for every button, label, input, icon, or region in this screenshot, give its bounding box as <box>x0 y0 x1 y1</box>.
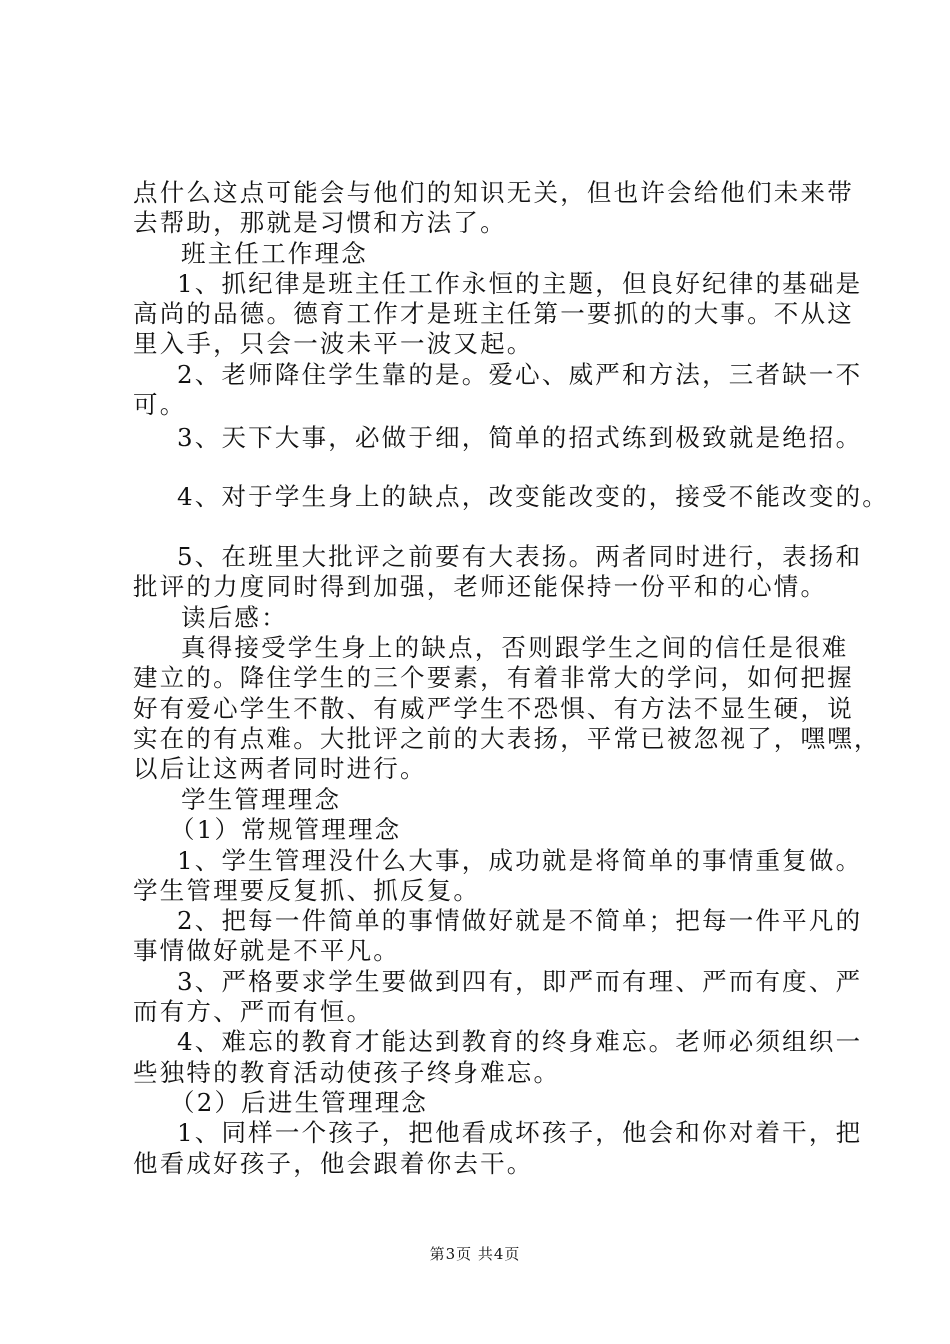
text-line: 事情做好就是不平凡。 <box>133 936 400 965</box>
text-line: 批评的力度同时得到加强，老师还能保持一份平和的心情。 <box>133 572 828 601</box>
text-line: 建立的。降住学生的三个要素，有着非常大的学问，如何把握 <box>133 663 854 692</box>
text-line: 去帮助，那就是习惯和方法了。 <box>133 208 507 237</box>
text-line: 实在的有点难。大批评之前的大表扬，平常已被忽视了，嘿嘿， <box>133 724 881 753</box>
text-line: 好有爱心学生不散、有威严学生不恐惧、有方法不显生硬，说 <box>133 694 854 723</box>
text-line: 4、难忘的教育才能达到教育的终身难忘。老师必须组织一 <box>177 1027 863 1056</box>
text-line: 他看成好孩子，他会跟着你去干。 <box>133 1149 534 1178</box>
text-line: 5、在班里大批评之前要有大表扬。两者同时进行，表扬和 <box>177 542 863 571</box>
section-heading: 学生管理理念 <box>181 785 342 814</box>
text-line: 些独特的教育活动使孩子终身难忘。 <box>133 1058 561 1087</box>
text-line: 真得接受学生身上的缺点，否则跟学生之间的信任是很难 <box>181 633 849 662</box>
page-number: 第3页 共4页 <box>429 1245 521 1263</box>
text-line: 高尚的品德。德育工作才是班主任第一要抓的的大事。不从这 <box>133 299 854 328</box>
text-line: 4、对于学生身上的缺点，改变能改变的，接受不能改变的。 <box>177 482 889 511</box>
text-line: 可。 <box>133 390 187 419</box>
text-line: 3、严格要求学生要做到四有，即严而有理、严而有度、严 <box>177 967 863 996</box>
text-line: 而有方、严而有恒。 <box>133 997 374 1026</box>
text-line: 3、天下大事，必做于细，简单的招式练到极致就是绝招。 <box>177 423 863 452</box>
text-line: 2、老师降住学生靠的是。爱心、威严和方法，三者缺一不 <box>177 360 863 389</box>
subsection-heading: （2）后进生管理理念 <box>170 1088 429 1117</box>
section-heading: 班主任工作理念 <box>181 239 368 268</box>
text-line: 1、学生管理没什么大事，成功就是将简单的事情重复做。 <box>177 846 863 875</box>
section-heading: 读后感： <box>181 603 288 632</box>
text-line: 2、把每一件简单的事情做好就是不简单；把每一件平凡的 <box>177 906 863 935</box>
subsection-heading: （1）常规管理理念 <box>170 815 402 844</box>
text-line: 1、同样一个孩子，把他看成坏孩子，他会和你对着干，把 <box>177 1118 863 1147</box>
text-line: 学生管理要反复抓、抓反复。 <box>133 876 481 905</box>
text-line: 里入手，只会一波未平一波又起。 <box>133 329 534 358</box>
text-line: 1、抓纪律是班主任工作永恒的主题，但良好纪律的基础是 <box>177 269 863 298</box>
text-line: 点什么这点可能会与他们的知识无关，但也许会给他们未来带 <box>133 178 854 207</box>
text-line: 以后让这两者同时进行。 <box>133 754 427 783</box>
